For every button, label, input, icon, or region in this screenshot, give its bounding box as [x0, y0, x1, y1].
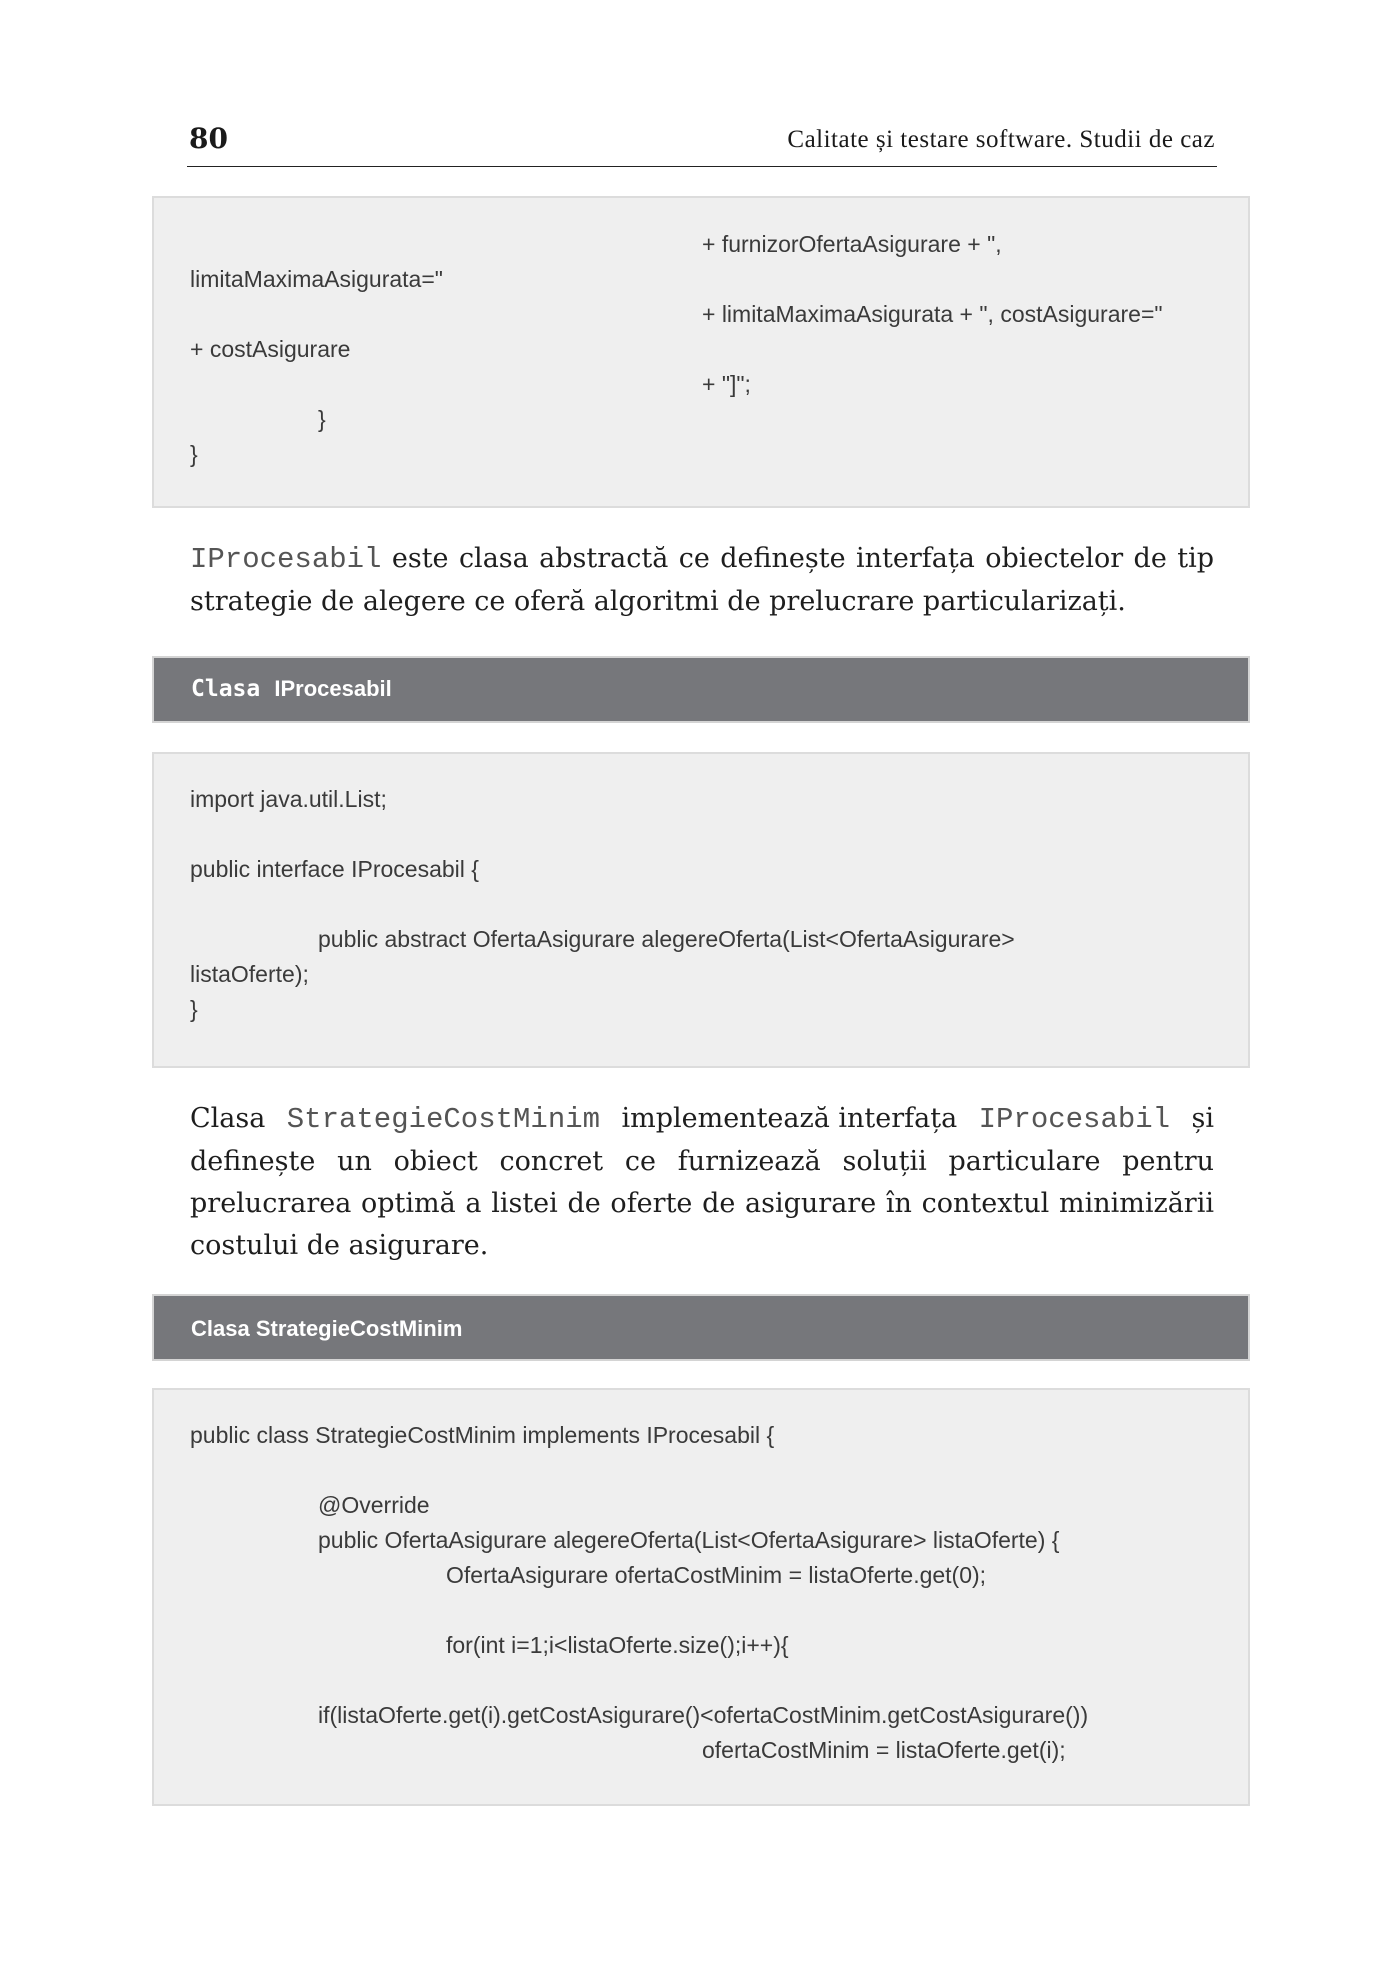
code-block-tostring-end — [152, 196, 1250, 508]
code-line: import java.util.List; — [190, 786, 387, 812]
code-line: limitaMaximaAsigurata=" — [190, 266, 443, 292]
class-header-label: Clasa StrategieCostMinim — [191, 1316, 463, 1341]
code-line: + "]"; — [702, 371, 751, 397]
code-line: } — [190, 441, 198, 467]
code-line: if(listaOferte.get(i).getCostAsigurare()<ofertaCostMinim.getCostAsigurare()) — [318, 1702, 1089, 1728]
page-number: 80 — [189, 122, 228, 155]
code-term: IProcesabil — [978, 1103, 1171, 1136]
code-line: @Override — [318, 1492, 430, 1518]
code-line: public class StrategieCostMinim implements IProcesabil { — [190, 1422, 775, 1448]
page-header — [187, 122, 1217, 167]
paragraph-line: strategie de alegere ce oferă algoritmi de prelucrare particularizați. — [190, 586, 1126, 617]
code-line: } — [190, 996, 198, 1022]
paragraph-line: costului de asigurare. — [190, 1230, 489, 1261]
paragraph-line — [190, 1098, 1214, 1141]
class-prefix: Clasa — [191, 676, 261, 702]
paragraph-text: este clasa abstractă ce definește interfața obiectelor de tip — [381, 543, 1214, 574]
class-header-strategiecostminim — [152, 1294, 1250, 1361]
class-name: IProcesabil — [274, 676, 392, 701]
paragraph-strategiecostminim-description — [190, 1098, 1214, 1267]
code-term: StrategieCostMinim — [286, 1103, 601, 1136]
code-line: public abstract OfertaAsigurare alegereOferta(List<OfertaAsigurare> — [318, 926, 1015, 952]
code-line: public OfertaAsigurare alegereOferta(List<OfertaAsigurare> listaOferte) { — [318, 1527, 1060, 1553]
paragraph-iprocesabil-description — [190, 538, 1214, 623]
class-header-label — [191, 676, 392, 702]
code-line: + costAsigurare — [190, 336, 351, 362]
paragraph-line — [190, 538, 1214, 581]
paragraph-line: prelucrarea optimă a listei de oferte de asigurare în contextul minimizării — [190, 1188, 1214, 1219]
code-block-strategiecostminim — [152, 1388, 1250, 1806]
paragraph-text: Clasa — [190, 1103, 266, 1134]
code-line: + furnizorOfertaAsigurare + ", — [702, 231, 1002, 257]
paragraph-line: definește un obiect concret ce furnizează soluții particulare pentru — [190, 1146, 1214, 1177]
code-line: + limitaMaximaAsigurata + ", costAsigurare=" — [702, 301, 1163, 327]
paragraph-text: implementează interfața — [621, 1103, 958, 1134]
code-line: } — [318, 406, 326, 432]
code-line: listaOferte); — [190, 961, 309, 987]
class-header-iprocesabil — [152, 656, 1250, 723]
code-line: OfertaAsigurare ofertaCostMinim = listaOferte.get(0); — [446, 1562, 987, 1588]
paragraph-text: și — [1191, 1103, 1214, 1134]
code-block-iprocesabil — [152, 752, 1250, 1068]
running-title: Calitate și testare software. Studii de caz — [787, 126, 1215, 153]
code-line: public interface IProcesabil { — [190, 856, 479, 882]
code-line: for(int i=1;i<listaOferte.size();i++){ — [446, 1632, 789, 1658]
code-term: IProcesabil — [190, 543, 382, 576]
code-line: ofertaCostMinim = listaOferte.get(i); — [702, 1737, 1066, 1763]
